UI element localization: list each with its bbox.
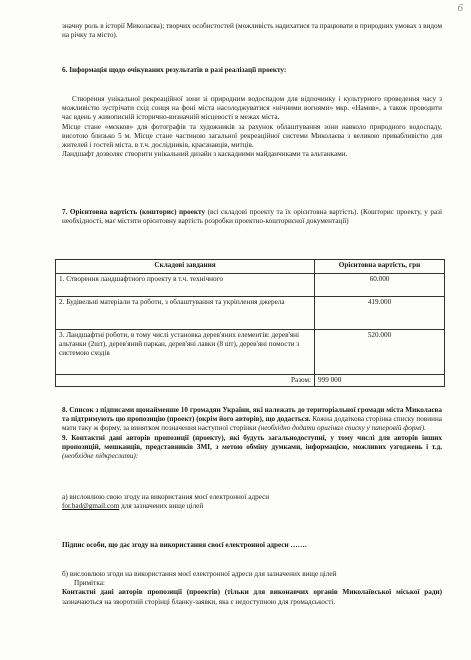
- table-cell-cost: 60.000: [315, 274, 445, 297]
- intro-text: значну роль в історії Миколаєва); творчих особистостей (можливість надихатися та працювати в природних умовах з видом на річку та місто).: [62, 22, 442, 40]
- section6-heading: 6. Інформація щодо очікуваних результатів в разі реалізації проекту:: [62, 66, 287, 74]
- section8-text: Кожна додаткова сторінка списку повинна мати таку ж форму, за винятком позначення наступної сторінки: [62, 415, 442, 433]
- table-row: [56, 297, 445, 330]
- consent-option-a-text: а) висловлюю свою згоду на використання моєї електронної адреси: [62, 493, 270, 501]
- table-cell-cost: 520.000: [315, 330, 445, 375]
- table-cell-task: 3. Ландшафтні роботи, в тому числі установка дерев'яних елементів: дерев'яні альтанки (2шт), дерев'яний паркан, дерев'яні лавки (8 шт), дерев'яні помости з системою сходів: [56, 330, 315, 375]
- consent-option-b: [62, 570, 442, 607]
- section9-bold: 9. Контактні дані авторів пропозиції (проекту), які будуть загальнодоступні, у тому числі для авторів інших пропозицій, мешканців, представників ЗМІ, з метою обміну думками, інформацією, можливих узгоджень і т.д.: [62, 433, 442, 451]
- table-cell-task: 1. Створення ландшафтного проекту в т.ч. технічного: [56, 274, 315, 297]
- note-text: зазначаються на зворотній сторінці бланку-заявки, яка є недоступною для громадськості.: [62, 597, 336, 606]
- page-mark: 6: [457, 2, 463, 14]
- section7-heading: 7. Орієнтовна вартість (кошторис) проекту: [62, 208, 206, 216]
- section8-bold: 8. Список з підписами щонайменше 10 громадян України, які належать до територіальної громади міста Миколаєва та підтримують цю пропозицію (проект) (окрім його авторів), що додається.: [62, 406, 442, 424]
- section7-text: (всі складові проекту та їх орієнтовна вартість). (Кошторис проекту, у разі необхідності, має містити орієнтовну вартість розробки проектно-кошторисної документації): [62, 208, 443, 226]
- email-suffix: для зазначених вище цілей: [119, 502, 204, 511]
- section8-italic: (необхідно додати оригінал списку у паперовій формі).: [258, 424, 426, 433]
- email-link[interactable]: for.bad@gmail.com: [62, 502, 120, 511]
- section-6-body: [62, 95, 442, 159]
- signature-line: [62, 541, 442, 550]
- table-header-task: Складові завдання: [56, 260, 315, 274]
- cost-table: [55, 259, 445, 387]
- table-cell-cost: 419.000: [315, 297, 445, 330]
- table-cell-task: 2. Будівельні матеріали та роботи, з облаштування та укріплення джерела: [56, 297, 315, 330]
- consent-option-b-text: б) висловлюю згоди на використання моєї електронної адреси для зазначених вище цілей: [62, 570, 337, 578]
- table-total-label: Разом:: [56, 375, 315, 387]
- consent-option-a: [62, 493, 442, 511]
- table-row: [56, 274, 445, 297]
- table-row: [56, 330, 445, 375]
- intro-paragraph: [62, 22, 442, 40]
- table-header-cost: Орієнтовна вартість, грн: [315, 260, 445, 274]
- note-label: Примітка:: [74, 579, 105, 588]
- signature-text: Підпис особи, що дає згоду на використання своєї електронної адреси …….: [62, 541, 307, 549]
- section6-paragraph-2: Місце стане «мєкков» для фотографів та художників за рахунок облаштування зони навколо природного водоспаду, висотою близько 5 м. Місце стане частиною загальної рекреаційної системи Миколаєва з великою привабливістю для жителей і гостей міста, в т.ч. дослідників, краєзнавців, митців.: [62, 122, 442, 150]
- section-8: [62, 406, 442, 461]
- section-6: [62, 66, 442, 75]
- section9-italic: (необхідне підкреслити):: [62, 452, 139, 461]
- table-total-value: 999 000: [315, 375, 445, 387]
- table-header-row: [56, 260, 445, 274]
- section-7: [62, 208, 442, 226]
- table-total-row: [56, 375, 445, 387]
- note-bold: Контактні дані авторів пропозиції (проектів) (тільки для виконавчих органів Миколаївської міської ради): [62, 588, 442, 597]
- section6-paragraph-3: Ландшафт дозволяє створити унікальний дизайн з каскадними майданчиками та альтанками.: [62, 150, 348, 159]
- section6-paragraph-1: Створення унікальної рекреаційної зони зі природним водоспадом для відпочинку і культурного проведення часу з можливістю зустрічати схід сонця на фоні міста насолоджуватися «нічними вогнями» мкр. «Намив», а також проводити час вдень у живописній історично-визначній місцевості в межах міста.: [62, 95, 442, 122]
